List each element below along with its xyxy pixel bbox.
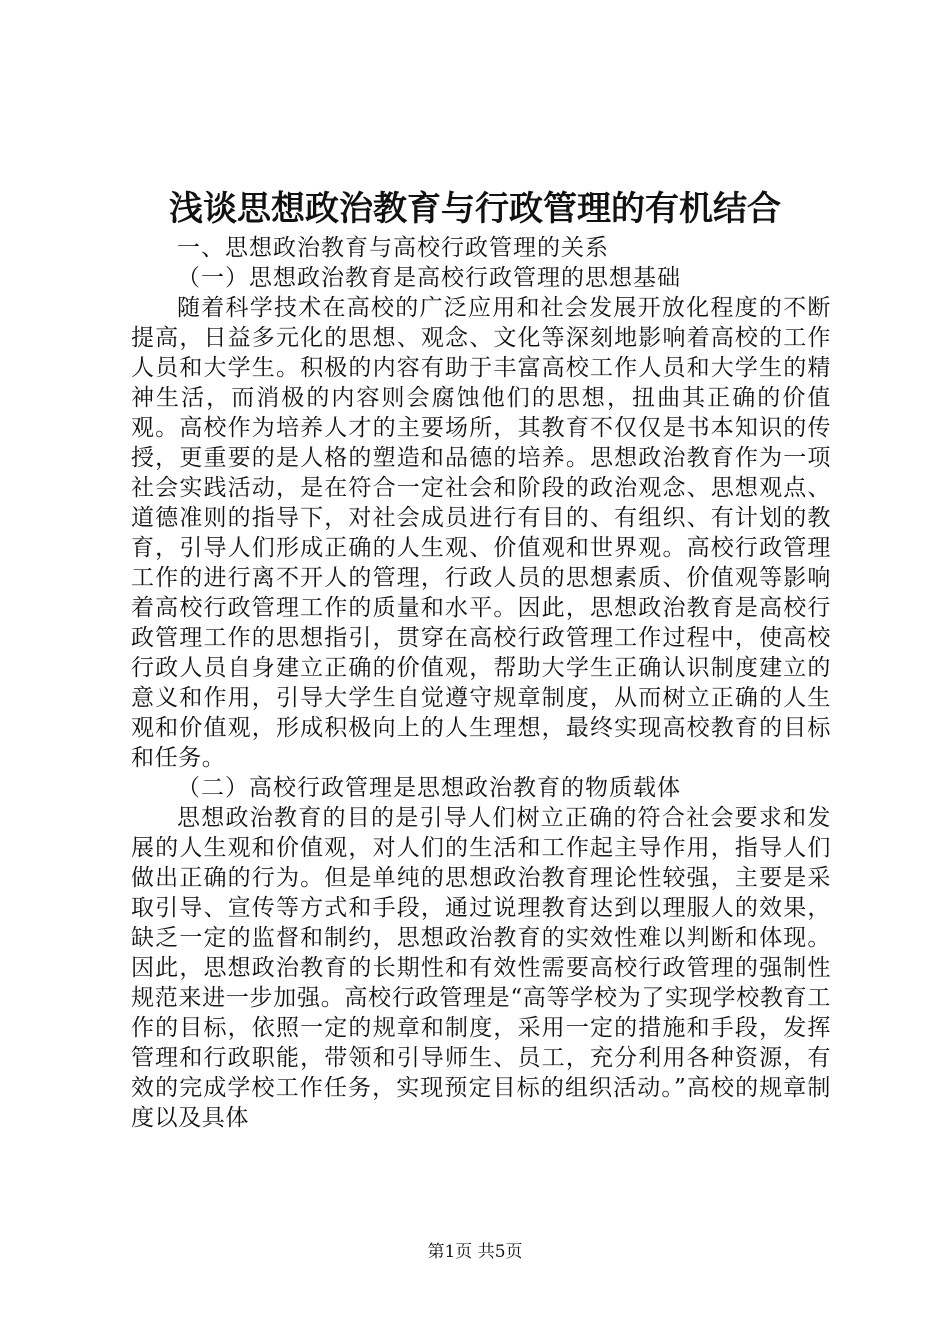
paragraph-2: 思想政治教育的目的是引导人们树立正确的符合社会要求和发展的人生观和价值观，对人们的生活和工作起主导作用，指导人们做出正确的行为。但是单纯的思想政治教育理论性较强，主要是采取引导、宣传等方式和手段，通过说理教育达到以理服人的效果，缺乏一定的监督和制约，思想政治教育的实效性难以判断和体现。因此，思想政治教育的长期性和有效性需要高校行政管理的强制性规范来进一步加强。高校行政管理是“高等学校为了实现学校教育工作的目标，依照一定的规章和制度，采用一定的措施和手段，发挥管理和行政职能，带领和引导师生、员工，充分利用各种资源，有效的完成学校工作任务，实现预定目标的组织活动。”高校的规章制度以及具体	[131, 805, 831, 1131]
subheading-2: （二）高校行政管理是思想政治教育的物质载体	[177, 775, 681, 801]
section-heading: 一、思想政治教育与高校行政管理的关系	[177, 235, 609, 261]
subheading-1: （一）思想政治教育是高校行政管理的思想基础	[177, 265, 681, 291]
document-title: 浅谈思想政治教育与行政管理的有机结合	[169, 189, 781, 229]
paragraph-1: 随着科学技术在高校的广泛应用和社会发展开放化程度的不断提高，日益多元化的思想、观念、文化等深刻地影响着高校的工作人员和大学生。积极的内容有助于丰富高校工作人员和大学生的精神生活，而消极的内容则会腐蚀他们的思想，扭曲其正确的价值观。高校作为培养人才的主要场所，其教育不仅仅是书本知识的传授，更重要的是人格的塑造和品德的培养。思想政治教育作为一项社会实践活动，是在符合一定社会和阶段的政治观念、思想观点、道德准则的指导下，对社会成员进行有目的、有组织、有计划的教育，引导人们形成正确的人生观、价值观和世界观。高校行政管理工作的进行离不开人的管理，行政人员的思想素质、价值观等影响着高校行政管理工作的质量和水平。因此，思想政治教育是高校行政管理工作的思想指引，贯穿在高校行政管理工作过程中，使高校行政人员自身建立正确的价值观，帮助大学生正确认识制度建立的意义和作用，引导大学生自觉遵守规章制度，从而树立正确的人生观和价值观，形成积极向上的人生理想，最终实现高校教育的目标和任务。	[131, 295, 831, 771]
document-body	[131, 233, 831, 1133]
page-footer: 第1页 共5页	[427, 1242, 523, 1262]
